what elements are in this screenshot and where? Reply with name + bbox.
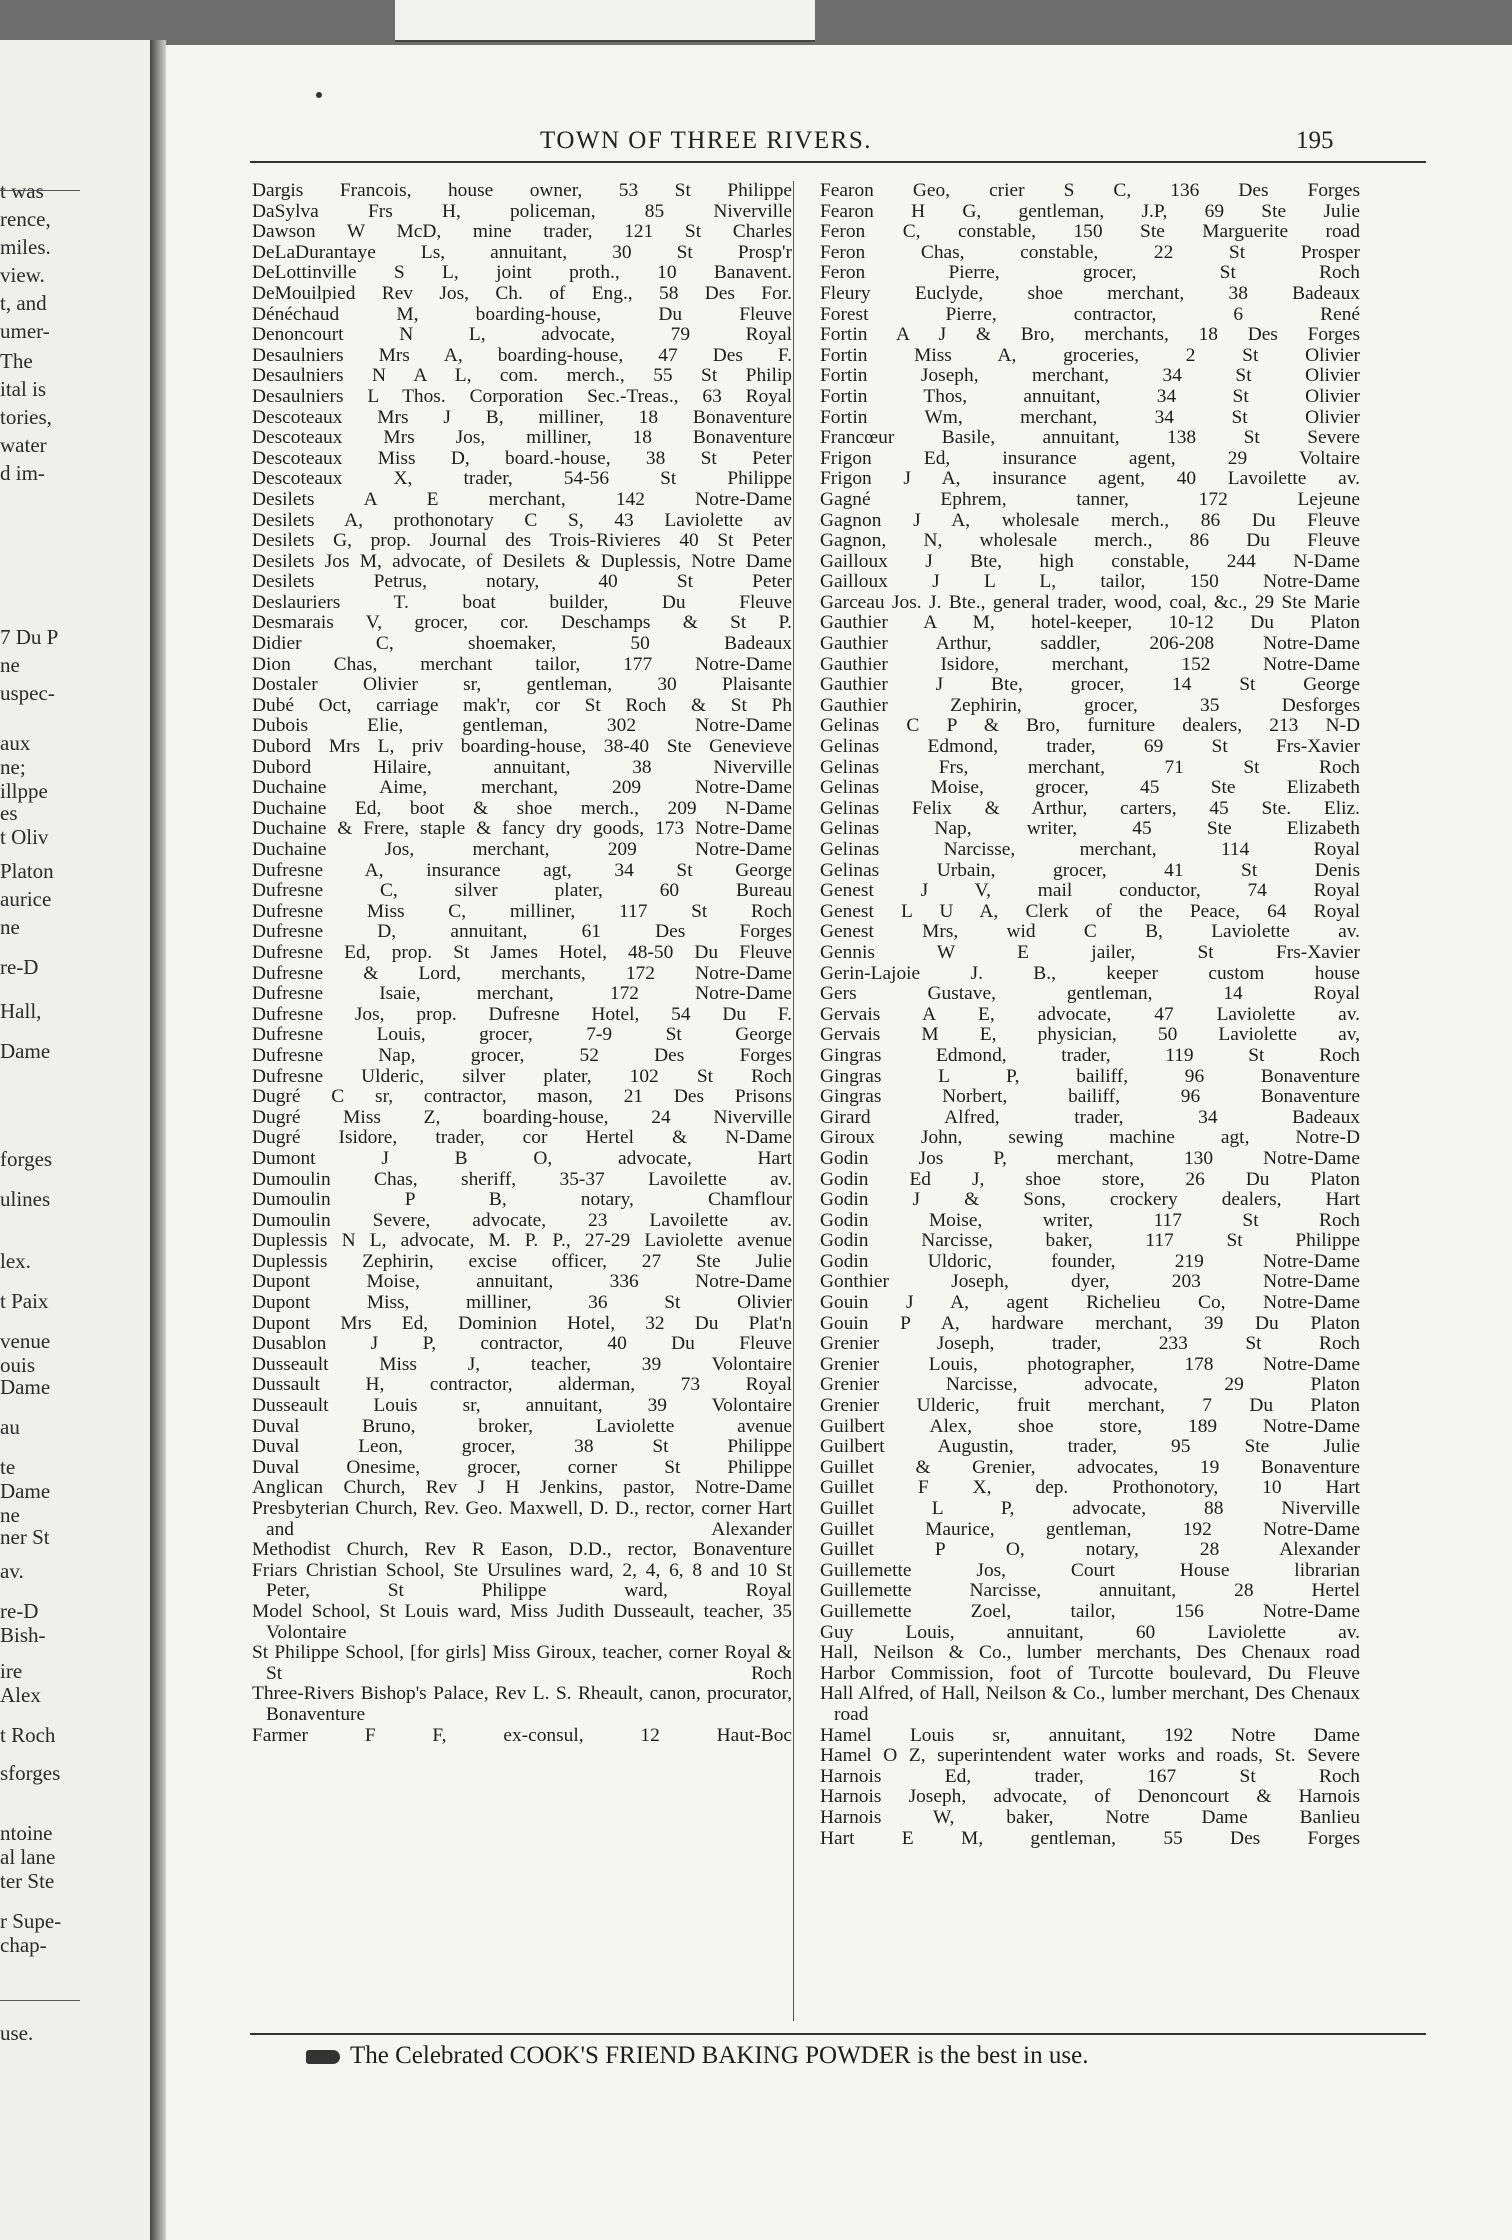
directory-page [166,45,1512,2240]
directory-entry: Didier C, shoemaker, 50 Badeaux [252,634,792,655]
directory-entry: Dugré Miss Z, boarding-house, 24 Niverville [252,1107,792,1128]
directory-entry: Genest Mrs, wid C B, Laviolette av. [820,922,1360,943]
left-page-fragment: ner St [0,1525,50,1549]
directory-entry: Fortin Joseph, merchant, 34 St Olivier [820,366,1360,387]
directory-entry: Dufresne A, insurance agt, 34 St George [252,860,792,881]
directory-entry: Gelinas Urbain, grocer, 41 St Denis [820,860,1360,881]
directory-entry: Duval Leon, grocer, 38 St Philippe [252,1437,792,1458]
left-page-fragment: 7 Du P [0,625,59,649]
directory-entry: Three-Rivers Bishop's Palace, Rev L. S. Rheault, canon, procurator, Bonaventure [252,1684,792,1725]
directory-entry: Dion Chas, merchant tailor, 177 Notre-Dame [252,654,792,675]
directory-entry: Gauthier Zephirin, grocer, 35 Desforges [820,695,1360,716]
directory-entry: Fleury Euclyde, shoe merchant, 38 Badeaux [820,283,1360,304]
directory-entry: Duplessis N L, advocate, M. P. P., 27-29 Laviolette avenue [252,1231,792,1252]
left-page-fragment: use. [0,2021,34,2045]
directory-entry: Desaulniers L Thos. Corporation Sec.-Treas., 63 Royal [252,386,792,407]
directory-entry: Guillet F X, dep. Prothonotory, 10 Hart [820,1478,1360,1499]
directory-entry: Denoncourt N L, advocate, 79 Royal [252,325,792,346]
directory-entry: Guillet & Grenier, advocates, 19 Bonaventure [820,1457,1360,1478]
directory-entry: Dargis Francois, house owner, 53 St Philippe [252,181,792,201]
left-page-fragment: Dame [0,1039,51,1063]
left-page-fragment: es [0,801,18,825]
directory-entry: Gingras L P, bailiff, 96 Bonaventure [820,1066,1360,1087]
directory-entry: Fortin A J & Bro, merchants, 18 Des Forges [820,325,1360,346]
left-page-fragment: re-D [0,1599,39,1623]
left-page-fragment: ne [0,653,20,677]
directory-entry: Guy Louis, annuitant, 60 Laviolette av. [820,1622,1360,1643]
directory-entry: Gailloux J L L, tailor, 150 Notre-Dame [820,572,1360,593]
directory-entry: Duval Onesime, grocer, corner St Philippe [252,1457,792,1478]
directory-entry: Dupont Mrs Ed, Dominion Hotel, 32 Du Plat'n [252,1313,792,1334]
directory-entry: Dussault H, contractor, alderman, 73 Royal [252,1375,792,1396]
directory-entry: Duchaine Aime, merchant, 209 Notre-Dame [252,778,792,799]
left-page-rule [0,2000,80,2001]
left-page-fragment: umer- [0,319,50,343]
left-page-rule [0,190,80,191]
directory-entry: Duplessis Zephirin, excise officer, 27 Ste Julie [252,1251,792,1272]
directory-entry: Dufresne Miss C, milliner, 117 St Roch [252,901,792,922]
footer-advert [306,2042,1406,2070]
header-rule [250,161,1426,163]
directory-entry: Fortin Miss A, groceries, 2 St Olivier [820,345,1360,366]
directory-entry: Gelinas Nap, writer, 45 Ste Elizabeth [820,819,1360,840]
left-page-fragment: sforges [0,1761,61,1785]
left-page-fragment: ital is [0,377,47,401]
left-page-fragment: aurice [0,887,52,911]
directory-entry: Desilets A E merchant, 142 Notre-Dame [252,489,792,510]
directory-entry: Descoteaux Miss D, board.-house, 38 St Peter [252,448,792,469]
left-page-fragment: miles. [0,235,51,259]
directory-entry: Fortin Wm, merchant, 34 St Olivier [820,407,1360,428]
pointing-hand-icon [306,2050,340,2064]
directory-entry: Garceau Jos. J. Bte., general trader, wood, coal, &c., 29 Ste Marie [820,592,1360,613]
directory-entry: Guillemette Jos, Court House librarian [820,1560,1360,1581]
directory-entry: Gauthier Isidore, merchant, 152 Notre-Dame [820,654,1360,675]
directory-entry: Dufresne Isaie, merchant, 172 Notre-Dame [252,984,792,1005]
left-page-fragment: ntoine [0,1821,53,1845]
directory-entry: Feron Chas, constable, 22 St Prosper [820,242,1360,263]
directory-entry: Dugré Isidore, trader, cor Hertel & N-Dame [252,1128,792,1149]
directory-entry: Dusseault Miss J, teacher, 39 Volontaire [252,1354,792,1375]
directory-entry: Desilets G, prop. Journal des Trois-Rivieres 40 St Peter [252,531,792,552]
directory-entry: Gouin P A, hardware merchant, 39 Du Platon [820,1313,1360,1334]
directory-entry: Dufresne & Lord, merchants, 172 Notre-Dame [252,963,792,984]
left-page-fragment: ter Ste [0,1869,55,1893]
directory-entry: Gelinas Moise, grocer, 45 Ste Elizabeth [820,778,1360,799]
directory-entry: Dufresne D, annuitant, 61 Des Forges [252,922,792,943]
directory-entry: Godin J & Sons, crockery dealers, Hart [820,1190,1360,1211]
directory-entry: Guilbert Alex, shoe store, 189 Notre-Dame [820,1416,1360,1437]
left-page-fragment: water [0,433,47,457]
directory-entry: Guilbert Augustin, trader, 95 Ste Julie [820,1437,1360,1458]
directory-entry: Hall Alfred, of Hall, Neilson & Co., lumber merchant, Des Chenaux road [820,1684,1360,1725]
directory-entry: Gouin J A, agent Richelieu Co, Notre-Dame [820,1293,1360,1314]
directory-entry: Descoteaux X, trader, 54-56 St Philippe [252,469,792,490]
directory-entry: Methodist Church, Rev R Eason, D.D., rector, Bonaventure [252,1540,792,1561]
directory-entry: Dumoulin P B, notary, Chamflour [252,1190,792,1211]
left-page-fragment: ne [0,1503,20,1527]
directory-entry: Duchaine Ed, boot & shoe merch., 209 N-Dame [252,798,792,819]
left-page-fragment: t Paix [0,1289,49,1313]
directory-entry: Harbor Commission, foot of Turcotte boulevard, Du Fleuve [820,1663,1360,1684]
directory-entry: Girard Alfred, trader, 34 Badeaux [820,1107,1360,1128]
directory-entry: Dufresne Louis, grocer, 7-9 St George [252,1025,792,1046]
left-page-fragment: Bish- [0,1623,46,1647]
directory-entry: Dufresne Ulderic, silver plater, 102 St Roch [252,1066,792,1087]
directory-entry: Grenier Ulderic, fruit merchant, 7 Du Platon [820,1396,1360,1417]
directory-entry: Grenier Louis, photographer, 178 Notre-Dame [820,1354,1360,1375]
directory-entry: Gelinas Edmond, trader, 69 St Frs-Xavier [820,737,1360,758]
directory-entry: Dumont J B O, advocate, Hart [252,1148,792,1169]
left-page-fragment: Platon [0,859,54,883]
directory-entry: Guillet P O, notary, 28 Alexander [820,1540,1360,1561]
directory-column-right [820,181,1360,1849]
directory-entry: Dénéchaud M, boarding-house, Du Fleuve [252,304,792,325]
left-page-fragment: ire [0,1659,23,1683]
directory-entry: Dusseault Louis sr, annuitant, 39 Volontaire [252,1396,792,1417]
directory-entry: Fearon H G, gentleman, J.P, 69 Ste Julie [820,201,1360,222]
directory-entry: Presbyterian Church, Rev. Geo. Maxwell, D. D., rector, corner Hart and Alexander [252,1499,792,1540]
left-page-fragment: chap- [0,1933,47,1957]
page-title: TOWN OF THREE RIVERS. [540,127,872,154]
directory-entry: Dumoulin Severe, advocate, 23 Lavoilette av. [252,1210,792,1231]
directory-entry: Duchaine & Frere, staple & fancy dry goods, 173 Notre-Dame [252,819,792,840]
left-page-fragment: te [0,1455,16,1479]
left-page-fragment: lex. [0,1249,31,1273]
directory-entry: Guillet Maurice, gentleman, 192 Notre-Dame [820,1519,1360,1540]
left-page-fragment: uspec- [0,681,55,705]
directory-entry: Hamel Louis sr, annuitant, 192 Notre Dame [820,1725,1360,1746]
directory-entry: Grenier Joseph, trader, 233 St Roch [820,1334,1360,1355]
directory-entry: Godin Jos P, merchant, 130 Notre-Dame [820,1148,1360,1169]
directory-entry: Gauthier A M, hotel-keeper, 10-12 Du Platon [820,613,1360,634]
left-page-fragment: t Roch [0,1723,56,1747]
directory-entry: Feron Pierre, grocer, St Roch [820,263,1360,284]
directory-entry: Desilets Jos M, advocate, of Desilets & Duplessis, Notre Dame [252,551,792,572]
footer-rule [250,2033,1426,2035]
directory-entry: Dubé Oct, carriage mak'r, cor St Roch & St Ph [252,695,792,716]
directory-entry: Dufresne Jos, prop. Dufresne Hotel, 54 Du F. [252,1004,792,1025]
directory-entry: Dubois Elie, gentleman, 302 Notre-Dame [252,716,792,737]
directory-entry: Dufresne Nap, grocer, 52 Des Forges [252,1045,792,1066]
directory-entry: Dawson W McD, mine trader, 121 St Charles [252,222,792,243]
directory-entry: Dostaler Olivier sr, gentleman, 30 Plaisante [252,675,792,696]
directory-entry: Gagné Ephrem, tanner, 172 Lejeune [820,489,1360,510]
directory-entry: Desilets Petrus, notary, 40 St Peter [252,572,792,593]
left-page-fragment: The [0,349,33,373]
left-page-fragment: view. [0,263,45,287]
directory-entry: Duchaine Jos, merchant, 209 Notre-Dame [252,840,792,860]
directory-entry: Gonthier Joseph, dyer, 203 Notre-Dame [820,1272,1360,1293]
directory-entry: Harnois W, baker, Notre Dame Banlieu [820,1807,1360,1828]
directory-entry: Hart E M, gentleman, 55 Des Forges [820,1828,1360,1849]
directory-entry: Deslauriers T. boat builder, Du Fleuve [252,592,792,613]
left-page-fragment: t Oliv [0,825,49,849]
directory-entry: Hall, Neilson & Co., lumber merchants, Des Chenaux road [820,1643,1360,1664]
directory-entry: Guillet L P, advocate, 88 Niverville [820,1499,1360,1519]
directory-entry: Dufresne C, silver plater, 60 Bureau [252,881,792,902]
left-page-fragment: re-D [0,955,39,979]
directory-entry: Hamel O Z, superintendent water works and roads, St. Severe [820,1746,1360,1767]
left-page-fragment: ulines [0,1187,51,1211]
directory-entry: Feron C, constable, 150 Ste Marguerite road [820,222,1360,243]
column-divider [793,181,794,2021]
page-number: 195 [1296,127,1334,154]
directory-entry: Gagnon J A, wholesale merch., 86 Du Fleuve [820,510,1360,531]
left-page-fragment: illppe [0,779,48,803]
directory-entry: Gingras Edmond, trader, 119 St Roch [820,1045,1360,1066]
left-page-fragment: Dame [0,1375,51,1399]
directory-entry: Gelinas Felix & Arthur, carters, 45 Ste. Eliz. [820,798,1360,819]
directory-entry: Harnois Joseph, advocate, of Denoncourt & Harnois [820,1787,1360,1808]
left-page-fragment: d im- [0,461,45,485]
left-page-fragment: ne [0,915,20,939]
directory-entry: Descoteaux Mrs Jos, milliner, 18 Bonaventure [252,428,792,449]
directory-entry: Francœur Basile, annuitant, 138 St Severe [820,428,1360,449]
directory-entry: Friars Christian School, Ste Ursulines ward, 2, 4, 6, 8 and 10 St Peter, St Philippe ward, Royal [252,1560,792,1602]
directory-entry: Harnois Ed, trader, 167 St Roch [820,1766,1360,1787]
directory-entry: Dumoulin Chas, sheriff, 35-37 Lavoilette av. [252,1169,792,1190]
directory-entry: Genest J V, mail conductor, 74 Royal [820,881,1360,902]
left-page-fragment: forges [0,1147,53,1171]
ink-dot [316,92,322,98]
directory-entry: Genest L U A, Clerk of the Peace, 64 Royal [820,901,1360,922]
directory-entry: Gers Gustave, gentleman, 14 Royal [820,984,1360,1005]
directory-entry: Frigon J A, insurance agent, 40 Lavoilette av. [820,469,1360,490]
directory-entry: Descoteaux Mrs J B, milliner, 18 Bonaventure [252,407,792,428]
directory-entry: Model School, St Louis ward, Miss Judith Dusseault, teacher, 35 Volontaire [252,1601,792,1643]
left-page-fragment: t, and [0,291,47,315]
directory-entry: Gingras Norbert, bailiff, 96 Bonaventure [820,1087,1360,1108]
left-page-margin [0,40,150,2240]
directory-entry: Dusablon J P, contractor, 40 Du Fleuve [252,1334,792,1355]
directory-entry: DeMouilpied Rev Jos, Ch. of Eng., 58 Des For. [252,283,792,304]
directory-entry: Giroux John, sewing machine agt, Notre-D [820,1128,1360,1149]
directory-entry: DaSylva Frs H, policeman, 85 Niverville [252,201,792,222]
left-page-fragment: aux [0,731,31,755]
directory-entry: Gelinas Narcisse, merchant, 114 Royal [820,840,1360,860]
directory-entry: Grenier Narcisse, advocate, 29 Platon [820,1375,1360,1396]
directory-entry: Guillemette Zoel, tailor, 156 Notre-Dame [820,1601,1360,1622]
directory-entry: Godin Moise, writer, 117 St Roch [820,1210,1360,1231]
directory-entry: DeLaDurantaye Ls, annuitant, 30 St Prosp'r [252,242,792,263]
directory-entry: Gelinas Frs, merchant, 71 St Roch [820,757,1360,778]
directory-entry: Duval Bruno, broker, Laviolette avenue [252,1416,792,1437]
directory-entry: Gailloux J Bte, high constable, 244 N-Dame [820,551,1360,572]
directory-entry: Dubord Hilaire, annuitant, 38 Niverville [252,757,792,778]
book-gutter [150,40,166,2240]
directory-entry: Dugré C sr, contractor, mason, 21 Des Prisons [252,1087,792,1108]
left-page-fragment: Dame [0,1479,51,1503]
directory-entry: Fearon Geo, crier S C, 136 Des Forges [820,181,1360,201]
directory-entry: Desmarais V, grocer, cor. Deschamps & St P. [252,613,792,634]
directory-entry: Desaulniers N A L, com. merch., 55 St Philip [252,366,792,387]
directory-entry: Anglican Church, Rev J H Jenkins, pastor, Notre-Dame [252,1478,792,1499]
left-page-fragment: tories, [0,405,52,429]
directory-entry: Gauthier J Bte, grocer, 14 St George [820,675,1360,696]
directory-entry: DeLottinville S L, joint proth., 10 Banavent. [252,263,792,284]
left-page-fragment: ne; [0,755,26,779]
left-page-fragment: r Supe- [0,1909,62,1933]
left-page-fragment: venue [0,1329,51,1353]
directory-entry: Dufresne Ed, prop. St James Hotel, 48-50 Du Fleuve [252,942,792,963]
directory-entry: Desilets A, prothonotary C S, 43 Laviolette av [252,510,792,531]
directory-entry: Gervais A E, advocate, 47 Laviolette av. [820,1004,1360,1025]
left-page-fragment: Alex [0,1683,41,1707]
directory-entry: Guillemette Narcisse, annuitant, 28 Hertel [820,1581,1360,1602]
directory-entry: Farmer F F, ex-consul, 12 Haut-Boc [252,1725,792,1746]
directory-entry: Desaulniers Mrs A, boarding-house, 47 Des F. [252,345,792,366]
directory-entry: Gauthier Arthur, saddler, 206-208 Notre-Dame [820,634,1360,655]
directory-entry: Dupont Miss, milliner, 36 St Olivier [252,1293,792,1314]
directory-entry: Godin Uldoric, founder, 219 Notre-Dame [820,1251,1360,1272]
directory-entry: Godin Narcisse, baker, 117 St Philippe [820,1231,1360,1252]
directory-entry: Frigon Ed, insurance agent, 29 Voltaire [820,448,1360,469]
directory-entry: Fortin Thos, annuitant, 34 St Olivier [820,386,1360,407]
left-page-fragment: ouis [0,1353,36,1377]
directory-entry: Gerin-Lajoie J. B., keeper custom house [820,963,1360,984]
footer-text: The Celebrated COOK'S FRIEND BAKING POWDER is the best in use. [350,2042,1089,2069]
directory-entry: Gennis W E jailer, St Frs-Xavier [820,942,1360,963]
left-page-fragment: Hall, [0,999,42,1023]
left-page-fragment: au [0,1415,20,1439]
left-page-fragment: al lane [0,1845,56,1869]
left-page-fragment: t was [0,179,44,203]
directory-entry: Gelinas C P & Bro, furniture dealers, 213 N-D [820,716,1360,737]
directory-entry: Gervais M E, physician, 50 Laviolette av, [820,1025,1360,1046]
directory-entry: Dupont Moise, annuitant, 336 Notre-Dame [252,1272,792,1293]
directory-entry: St Philippe School, [for girls] Miss Giroux, teacher, corner Royal & St Roch [252,1643,792,1684]
left-page-fragment: av. [0,1559,24,1583]
directory-entry: Forest Pierre, contractor, 6 René [820,304,1360,325]
directory-entry: Gagnon, N, wholesale merch., 86 Du Fleuve [820,531,1360,552]
left-page-fragment: rence, [0,207,51,231]
directory-column-left [252,181,792,1746]
directory-entry: Godin Ed J, shoe store, 26 Du Platon [820,1169,1360,1190]
directory-entry: Dubord Mrs L, priv boarding-house, 38-40 Ste Genevieve [252,737,792,758]
top-paper-strip [395,0,815,42]
